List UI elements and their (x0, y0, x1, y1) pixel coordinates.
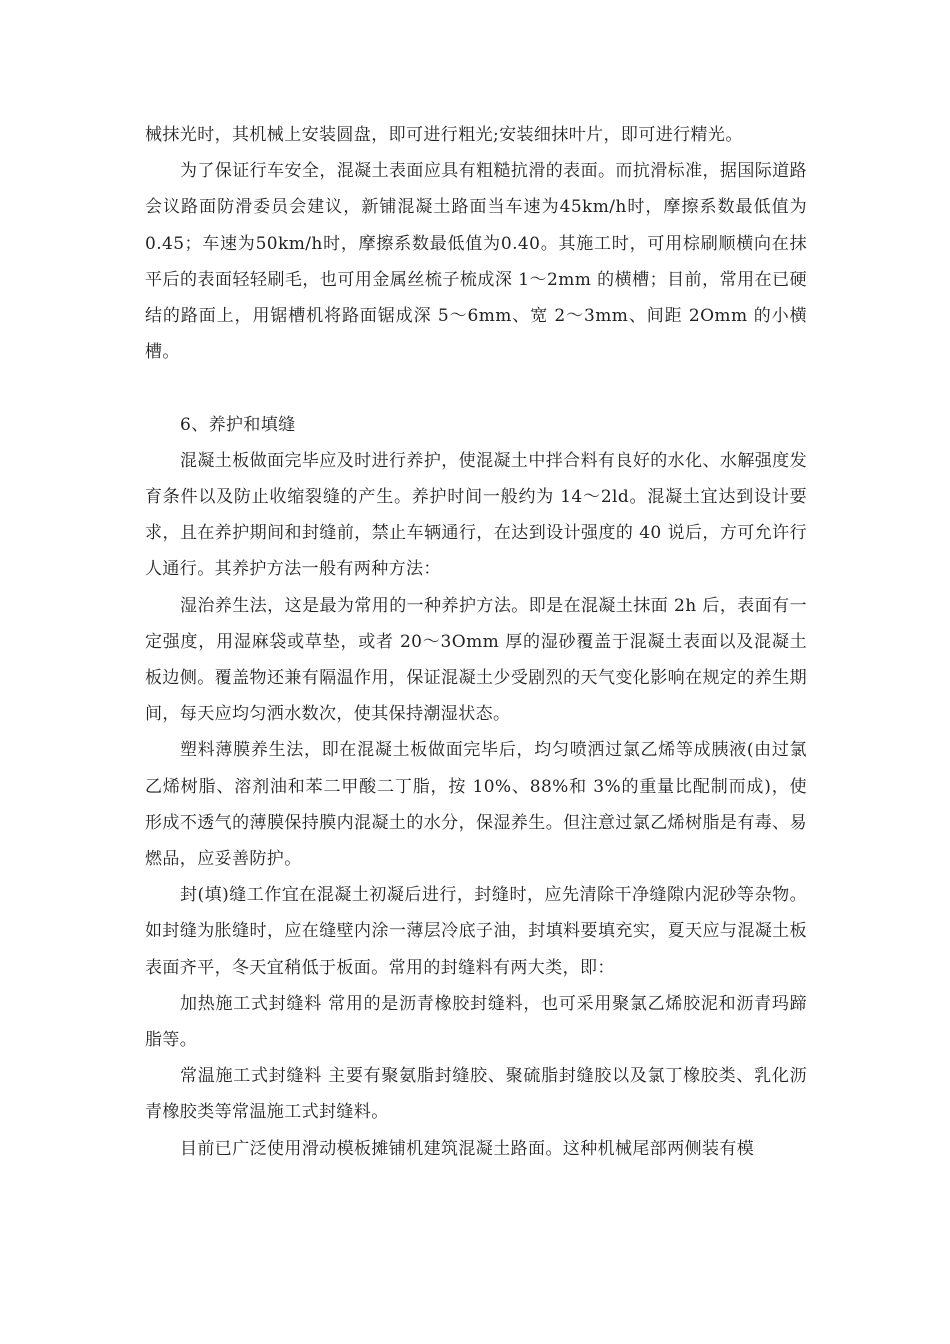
paragraph-film-curing: 塑料薄膜养生法，即在混凝土板做面完毕后，均匀喷洒过氯乙烯等成胰液(由过氯乙烯树脂、溶剂油和苯二甲酸二丁脂，按 10%、88%和 3%的重量比配制而成)，使形成不透气的薄膜保持膜内混凝土的水分，保湿养生。但注意过氯乙烯树脂是有毒、易燃品，应妥善防护。 (145, 740, 807, 870)
paragraph-curing-intro: 混凝土板做面完毕应及时进行养护，使混凝土中拌合料有良好的水化、水解强度发育条件以及防止收缩裂缝的产生。养护时间一般约为 14～2ld。混凝土宜达到设计要求，且在养护期间和封缝前，禁止车辆通行，在达到设计强度的 40 说后，方可允许行人通行。其养护方法一般有两种方法： (145, 450, 807, 580)
section-heading: 6、养护和填缝 (180, 414, 296, 435)
paragraph-hot-sealant: 加热施工式封缝料 常用的是沥青橡胶封缝料，也可采用聚氯乙烯胶泥和沥青玛蹄脂等。 (145, 993, 807, 1051)
paragraph-gap (145, 370, 807, 406)
document-body (145, 117, 807, 1167)
paragraph-joint-sealing: 封(填)缝工作宜在混凝土初凝后进行，封缝时，应先清除干净缝隙内泥砂等杂物。如封缝为胀缝时，应在缝壁内涂一薄层冷底子油，封填料要填充实，夏天应与混凝土板表面齐平，冬天宜稍低于板面。常用的封缝料有两大类，即： (145, 885, 807, 978)
paragraph-wet-curing: 湿治养生法，这是最为常用的一种养护方法。即是在混凝土抹面 2h 后，表面有一定强度，用湿麻袋或草垫，或者 20～3Omm 厚的湿砂覆盖于混凝土表面以及混凝土板边侧。覆盖物还兼有隔温作用，保证混凝土少受剧烈的天气变化影响在规定的养生期间，每天应均匀洒水数次，使其保持潮湿状态。 (145, 595, 807, 725)
paragraph-continuation: 械抹光时，其机械上安装圆盘，即可进行粗光;安装细抹叶片，即可进行精光。 (145, 125, 743, 145)
paragraph-skid-resistance: 为了保证行车安全，混凝土表面应具有粗糙抗滑的表面。而抗滑标准，据国际道路会议路面防滑委员会建议，新铺混凝土路面当车速为45km/h时，摩擦系数最低值为0.45；车速为50km/h时，摩擦系数最低值为0.40。其施工时，可用棕刷顺横向在抹平后的表面轻轻刷毛，也可用金属丝梳子梳成深 1～2mm 的横槽；目前，常用在已硬结的路面上，用锯槽机将路面锯成深 5～6mm、宽 2～3mm、间距 2Omm 的小横槽。 (145, 161, 807, 363)
paragraph-slipform-paver: 目前已广泛使用滑动模板摊铺机建筑混凝土路面。这种机械尾部两侧装有模 (180, 1138, 755, 1159)
paragraph-cold-sealant: 常温施工式封缝料 主要有聚氨脂封缝胶、聚硫脂封缝胶以及氯丁橡胶类、乳化沥青橡胶类等常温施工式封缝料。 (145, 1066, 807, 1123)
